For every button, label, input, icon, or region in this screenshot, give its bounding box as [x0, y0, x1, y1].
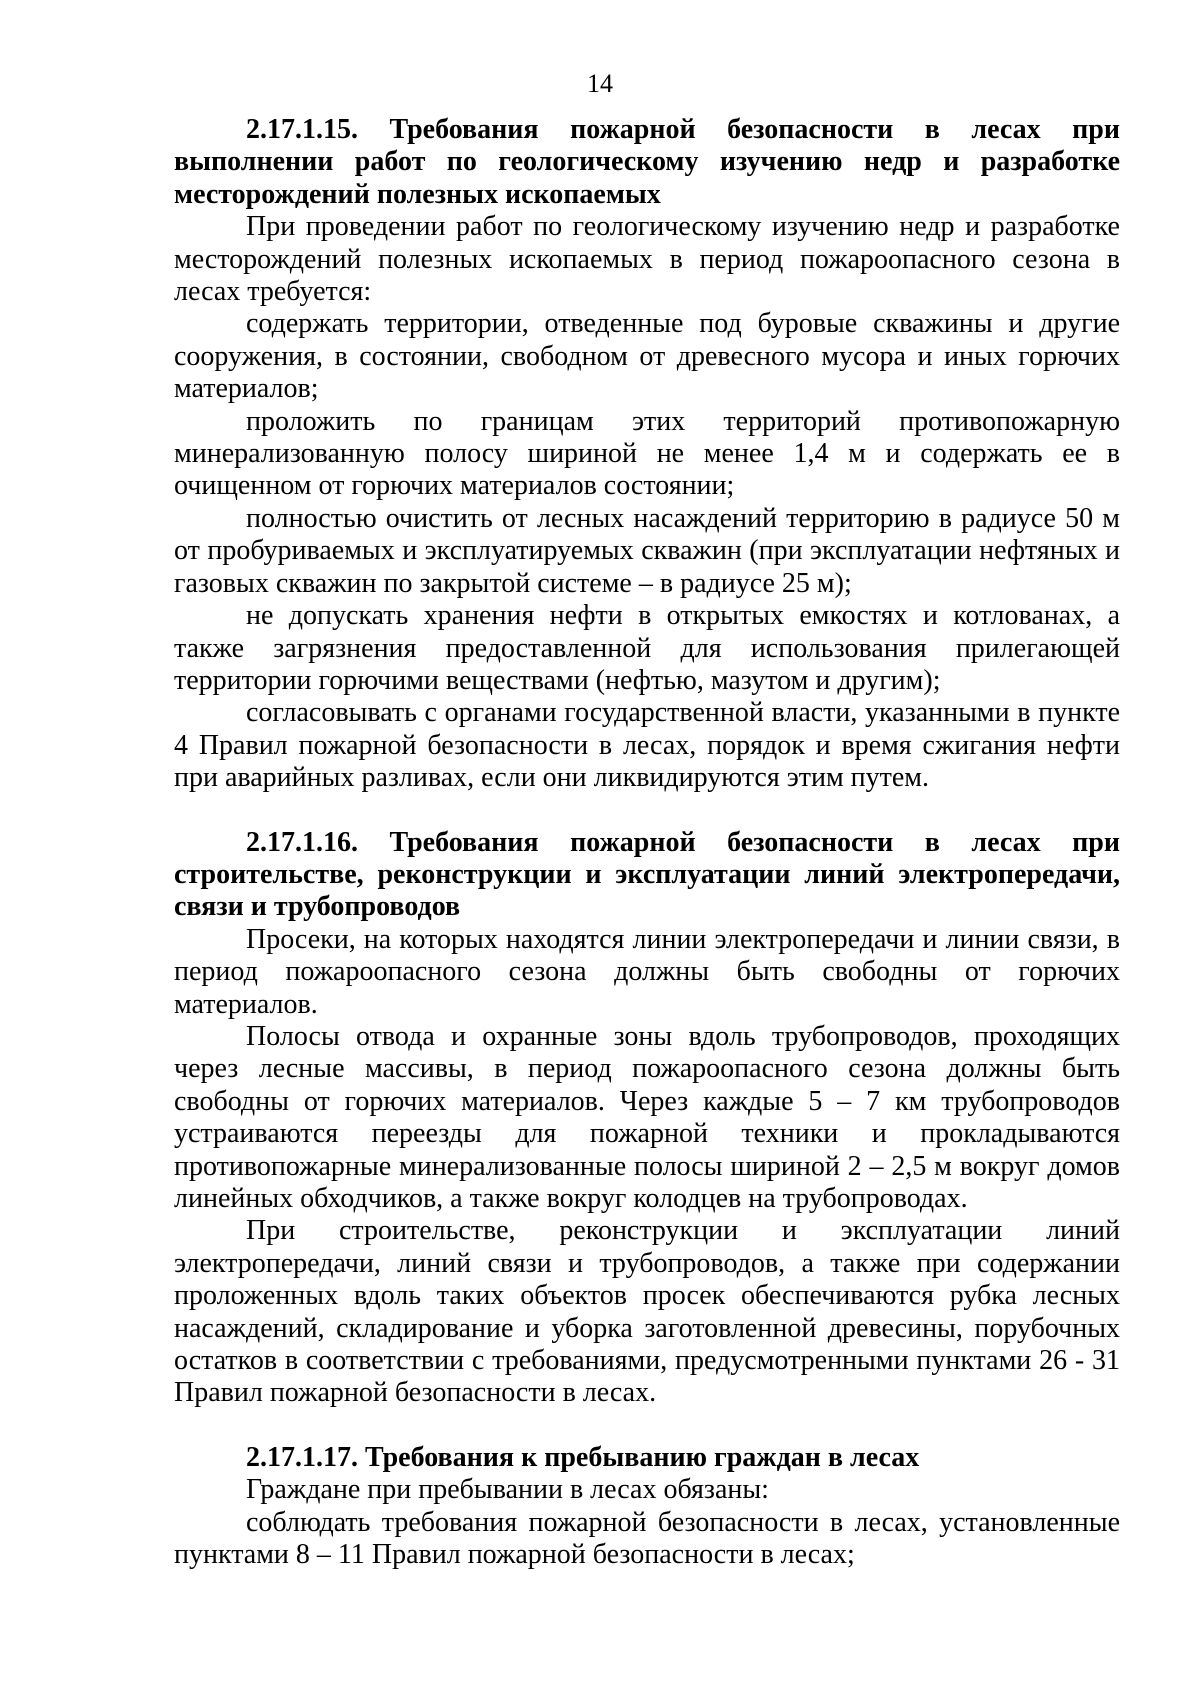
section-2-17-1-15: [174, 114, 1120, 795]
paragraph: соблюдать требования пожарной безопасности в лесах, установленные пунктами 8 – 11 Правил пожарной безопасности в лесах;: [174, 1506, 1120, 1571]
paragraph: Граждане при пребывании в лесах обязаны:: [246, 1474, 769, 1506]
paragraph: согласовывать с органами государственной власти, указанными в пункте 4 Правил пожарной безопасности в лесах, порядок и время сжигания нефти при аварийных разливах, если они ликвидируются этим путем.: [174, 697, 1120, 794]
section-heading: 2.17.1.15. Требования пожарной безопасности в лесах при выполнении работ по геологическому изучению недр и разработке месторождений полезных ископаемых: [174, 114, 1120, 210]
paragraph: содержать территории, отведенные под буровые скважины и другие сооружения, в состоянии, свободном от древесного мусора и иных горючих материалов;: [174, 308, 1120, 405]
section-spacer: [174, 795, 1120, 827]
paragraph: Просеки, на которых находятся линии электропередачи и линии связи, в период пожароопасного сезона должны быть свободны от горючих материалов.: [174, 923, 1120, 1020]
section-heading: 2.17.1.16. Требования пожарной безопасности в лесах при строительстве, реконструкции и эксплуатации линий электропередачи, связи и трубопроводов: [174, 826, 1120, 923]
paragraph: При строительстве, реконструкции и эксплуатации линий электропередачи, линий связи и трубопроводов, а также при содержании проложенных вдоль таких объектов просек обеспечиваются рубка лесных насаждений, складирование и уборка заготовленной древесины, порубочных остатков в соответствии с требованиями, предусмотренными пунктами 26 - 31 Правил пожарной безопасности в лесах.: [174, 1215, 1120, 1409]
section-2-17-1-16: [174, 827, 1120, 1410]
paragraph: не допускать хранения нефти в открытых емкостях и котлованах, а также загрязнения предоставленной для использования прилегающей территории горючими веществами (нефтью, мазутом и другим);: [174, 600, 1120, 696]
section-spacer: [174, 1410, 1120, 1442]
page-number: 14: [587, 69, 613, 98]
document-body: [174, 114, 1120, 1571]
section-2-17-1-17: [174, 1442, 1120, 1572]
paragraph: Полосы отвода и охранные зоны вдоль трубопроводов, проходящих через лесные массивы, в период пожароопасного сезона должны быть свободны от горючих материалов. Через каждые 5 – 7 км трубопроводов устраиваются переезды для пожарной техники и прокладываются противопожарные минерализованные полосы шириной 2 – 2,5 м вокруг домов линейных обходчиков, а также вокруг колодцев на трубопроводах.: [174, 1020, 1120, 1214]
paragraph: проложить по границам этих территорий противопожарную минерализованную полосу шириной не менее 1,4 м и содержать ее в очищенном от горючих материалов состоянии;: [174, 405, 1120, 502]
paragraph: При проведении работ по геологическому изучению недр и разработке месторождений полезных ископаемых в период пожароопасного сезона в лесах требуется:: [174, 211, 1120, 308]
paragraph: полностью очистить от лесных насаждений территорию в радиусе 50 м от пробуриваемых и эксплуатируемых скважин (при эксплуатации нефтяных и газовых скважин по закрытой системе – в радиусе 25 м);: [174, 502, 1120, 599]
section-heading: 2.17.1.17. Требования к пребыванию граждан в лесах: [246, 1441, 920, 1473]
